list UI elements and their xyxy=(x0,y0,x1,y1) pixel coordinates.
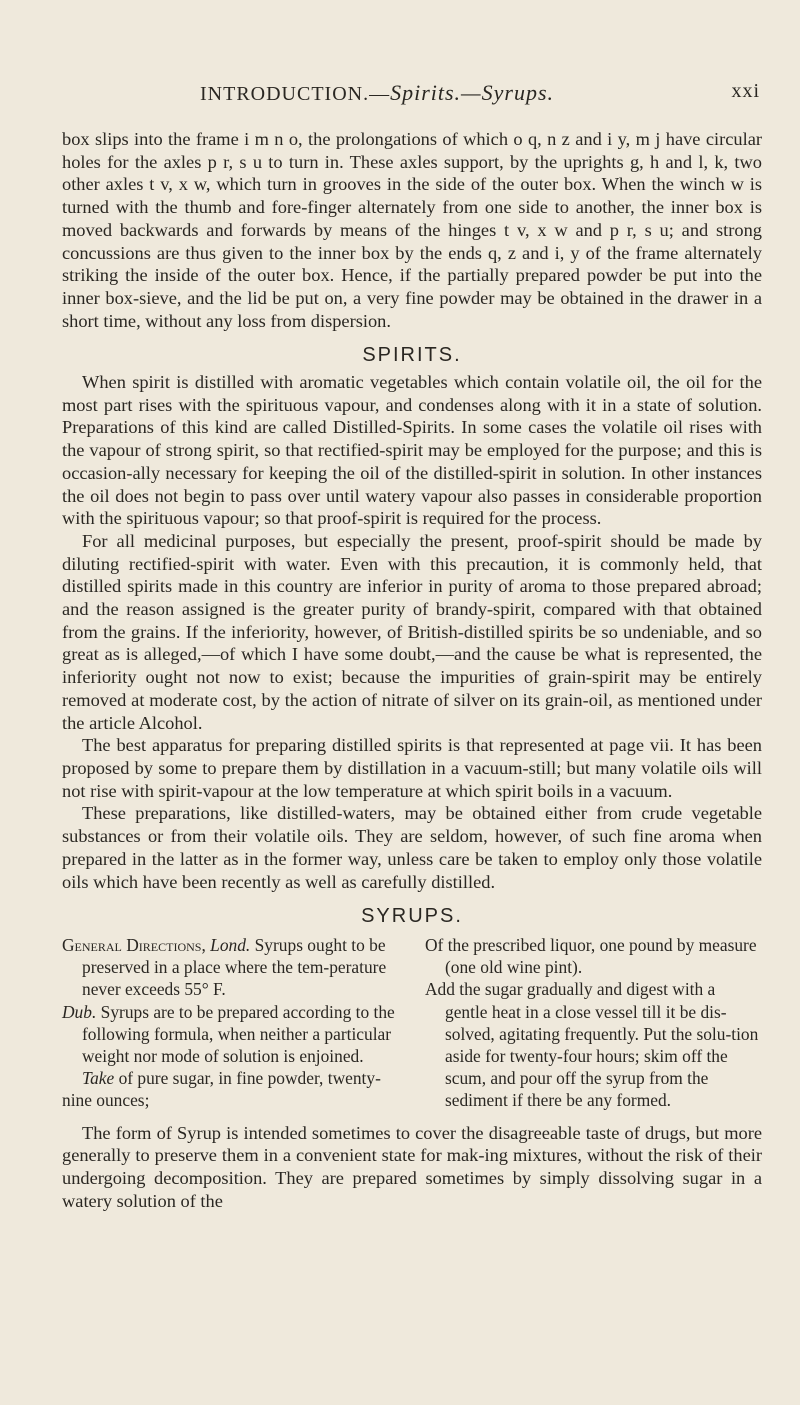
syrups-heading: SYRUPS. xyxy=(361,905,463,928)
spirits-paragraph-2: For all medicinal purposes, but especially the present, proof-spirit should be made by diluting rectified-spirit with water. Even with this precaution, it is commonly held, that distilled spirits made in this country are inferior in purity of aroma to those prepared abroad; and the reason assigned is the greater purity of brandy-spirit, compared with that obtained from the grains. If the inferiority, however, of British-distilled spirits be so undeniable, and so great as is alleged,—of which I have some doubt,—and the cause be what is represented, the inferiority ought not now to exist; because the impurities of grain-spirit may be entirely removed at moderate cost, by the action of nitrate of silver on its grain-oil, as mentioned under the article Alcohol. xyxy=(62,530,762,733)
liquor-line: Of the prescribed liquor, one pound by measure (one old wine pint). xyxy=(425,934,757,978)
take-line xyxy=(62,1067,399,1111)
page-body xyxy=(62,128,762,1212)
dub-text: Syrups are to be prepared according to the following formula, when neither a particular weight nor mode of solution is enjoined. xyxy=(82,1001,395,1066)
spirits-paragraph-1: When spirit is distilled with aromatic vegetables which contain volatile oil, the oil for the most part rises with the spirituous vapour, and condenses along with it in a state of solution. Preparations of this kind are called Distilled-Spirits. In some cases the volatile oil rises with the vapour of strong spirit, so that rectified-spirit may be employed for the purpose; and this is occasion-ally necessary for keeping the oil of the distilled-spirit in solution. In other instances the oil does not begin to pass over until watery vapour also passes in considerable proportion with the spirituous vapour; so that proof-spirit is required for the process. xyxy=(62,372,762,529)
spirits-paragraph-3: The best apparatus for preparing distilled spirits is that represented at page vii. It has been proposed by some to prepare them by distillation in a vacuum-still; but many volatile oils will not rise with spirit-vapour at the low temperature at which spirit boils in a vacuum. xyxy=(62,735,762,801)
spirits-paragraph-4: These preparations, like distilled-waters, may be obtained either from crude vegetable substances or from their volatile oils. They are seldom, however, of such fine aroma when prepared in the latter as in the former way, unless care be taken to employ only those volatile oils which have been recently as well as carefully distilled. xyxy=(62,803,762,892)
digest-instructions: Add the sugar gradually and digest with a gentle heat in a close vessel till it be dis-solved, agitating frequently. Put the solu-tion aside for twenty-four hours; skim off the scum, and pour off the syrup from the sediment if there be any formed. xyxy=(425,979,759,1111)
dub-label: Dub. xyxy=(62,1001,97,1022)
general-directions-lead: General Directions, xyxy=(62,934,206,955)
take-text: of pure sugar, in fine powder, twenty-nine ounces; xyxy=(62,1068,381,1111)
header-subject: Spirits.—Syrups. xyxy=(390,80,555,105)
header-section: INTRODUCTION.— xyxy=(200,83,391,105)
lond-label: Lond. xyxy=(210,934,251,955)
dublin-directions xyxy=(62,1001,399,1068)
syrups-closing-paragraph: The form of Syrup is intended sometimes to cover the disagreeable taste of drugs, but more generally to preserve them in a convenient state for mak-ing mixtures, without the risk of their undergoing decomposition. They are prepared sometimes by simply dissolving sugar in a watery solution of the xyxy=(62,1122,762,1211)
lond-text: Syrups ought to be preserved in a place where the tem-perature never exceeds 55° F. xyxy=(82,934,387,1000)
general-directions xyxy=(62,934,399,1001)
syrups-left-column xyxy=(62,934,399,1112)
page-number: xxi xyxy=(731,80,760,102)
syrups-right-column xyxy=(425,934,762,1112)
take-label: Take xyxy=(82,1068,115,1089)
spirits-heading: SPIRITS. xyxy=(362,344,462,367)
intro-paragraph: box slips into the frame i m n o, the prolongations of which o q, n z and i y, m j have circular holes for the axles p r, s u to turn in. These axles support, by the uprights g, h and l, k, two other axles t v, x w, which turn in grooves in the side of the outer box. When the winch w is turned with the thumb and fore-finger alternately from one side to another, the inner box is moved backwards and forwards by means of the hinges t v, x w and p r, s u; and strong concussions are thus given to the inner box by the ends q, z and i, y of the frame alternately striking the inside of the outer box. Hence, if the partially prepared powder be put into the inner box-sieve, and the lid be put on, a very fine powder may be obtained in the drawer in a short time, without any loss from dispersion. xyxy=(62,129,762,331)
syrups-columns xyxy=(62,934,762,1112)
running-header xyxy=(200,80,760,106)
